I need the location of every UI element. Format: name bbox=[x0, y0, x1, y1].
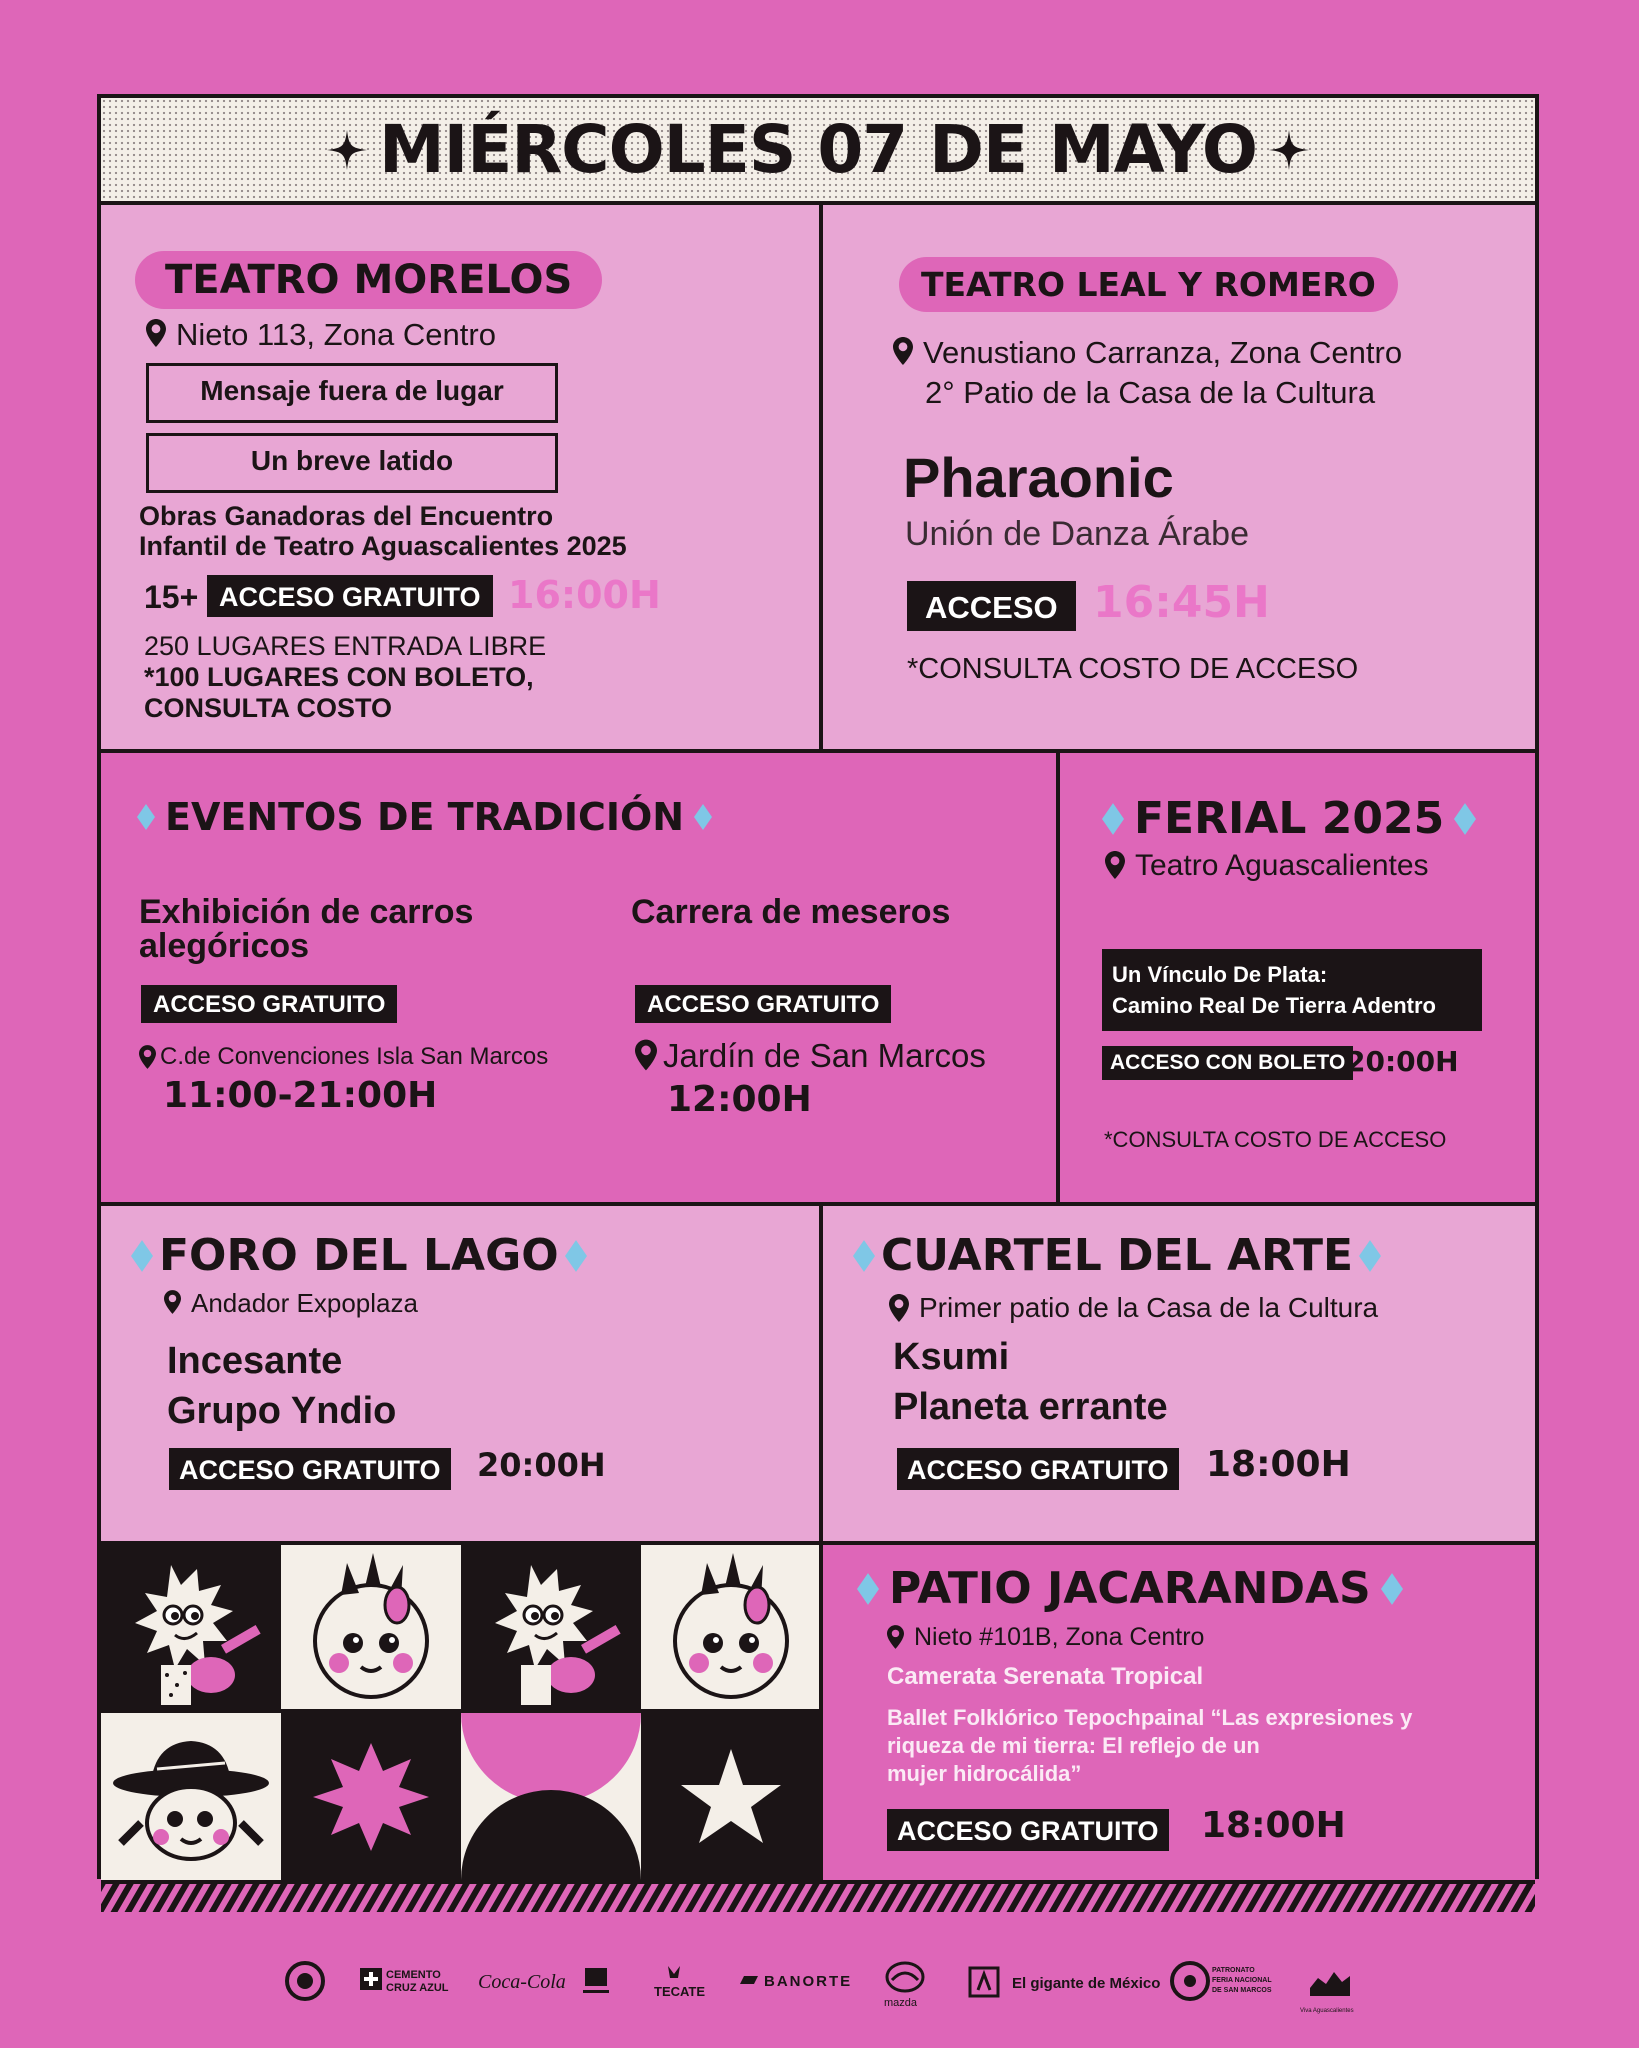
location-pin-icon bbox=[893, 337, 913, 365]
gigante-logo bbox=[970, 1968, 1160, 1996]
divider bbox=[101, 749, 1535, 753]
sparkle-icon bbox=[327, 130, 367, 170]
divider bbox=[819, 205, 823, 753]
access-badge: ACCESO GRATUITO bbox=[169, 1448, 451, 1490]
mazda-text: mazda bbox=[884, 1997, 918, 2009]
cowboy-girl-illustration bbox=[101, 1713, 281, 1880]
diamond-icon bbox=[1454, 803, 1476, 835]
event-time: 20:00H bbox=[477, 1446, 606, 1484]
viva-text: Viva Aguascalientes bbox=[1300, 2008, 1354, 2014]
event-time: 18:00H bbox=[1206, 1444, 1351, 1485]
access-badge: ACCESO CON BOLETO bbox=[1102, 1046, 1353, 1080]
cost-note: *CONSULTA COSTO DE ACCESO bbox=[907, 653, 1359, 685]
cuartel-panel bbox=[823, 1206, 1535, 1541]
access-badge: ACCESO GRATUITO bbox=[897, 1448, 1179, 1490]
location-pin-icon bbox=[146, 319, 166, 347]
patronato-text: PATRONATO bbox=[1212, 1967, 1255, 1974]
show-box: Un breve latido bbox=[146, 433, 558, 493]
capacity-note: 250 LUGARES ENTRADA LIBRE bbox=[144, 631, 547, 661]
show-title-box: Un Vínculo De Plata: Camino Real De Tierra Adentro bbox=[1102, 949, 1482, 1031]
access-badge: ACCESO GRATUITO bbox=[887, 1809, 1169, 1851]
venue-location-detail: 2° Patio de la Casa de la Cultura bbox=[925, 375, 1376, 410]
tecate-text: TECATE bbox=[654, 1984, 706, 1999]
access-badge: ACCESO GRATUITO bbox=[207, 575, 493, 617]
divider bbox=[101, 1541, 1535, 1545]
sparkle-icon bbox=[1269, 130, 1309, 170]
patronato-text: FERIA NACIONAL bbox=[1212, 1977, 1272, 1984]
section-title: FORO DEL LAGO bbox=[131, 1230, 587, 1281]
access-badge: ACCESO GRATUITO bbox=[141, 985, 397, 1023]
venue-location: Teatro Aguascalientes bbox=[1105, 849, 1429, 883]
description-line: Obras Ganadoras del Encuentro bbox=[139, 501, 554, 531]
cemento-text: CEMENTO bbox=[386, 1969, 441, 1981]
diamond-icon bbox=[1359, 1240, 1381, 1272]
header-banner bbox=[101, 98, 1535, 205]
event-time: 20:00H bbox=[1346, 1045, 1459, 1078]
spiky-baby-face-illustration bbox=[281, 1545, 461, 1709]
cocacola-logo: Coca-Cola bbox=[478, 1971, 566, 1993]
spiky-baby-face-illustration bbox=[641, 1545, 821, 1709]
illustration-grid bbox=[101, 1545, 819, 1880]
ticket-note: CONSULTA COSTO bbox=[144, 693, 392, 723]
diamond-icon bbox=[694, 804, 712, 830]
mazda-logo bbox=[884, 1963, 923, 2009]
foro-lago-panel bbox=[101, 1206, 819, 1541]
sponsor-logos bbox=[0, 1940, 1639, 2020]
location-pin-icon bbox=[1105, 851, 1125, 879]
event-location: C.de Convenciones Isla San Marcos bbox=[139, 1043, 548, 1071]
venue-location: Primer patio de la Casa de la Cultura bbox=[889, 1292, 1378, 1324]
show-title: Incesante bbox=[167, 1340, 343, 1382]
event-time: 16:45H bbox=[1093, 577, 1270, 628]
cost-note: *CONSULTA COSTO DE ACCESO bbox=[1104, 1127, 1447, 1152]
diamond-icon bbox=[857, 1573, 879, 1605]
company-name: Unión de Danza Árabe bbox=[905, 515, 1250, 553]
divider bbox=[1056, 753, 1060, 1206]
location-pin-icon bbox=[164, 1290, 181, 1314]
access-badge: ACCESO bbox=[907, 581, 1076, 631]
show-title: mujer hidrocálida” bbox=[887, 1761, 1082, 1786]
event-name: Carrera de meseros bbox=[631, 893, 951, 931]
patronato-text: DE SAN MARCOS bbox=[1212, 1987, 1272, 1994]
show-title: Grupo Yndio bbox=[167, 1390, 397, 1432]
event-name: Exhibición de carros bbox=[139, 893, 474, 931]
section-title: CUARTEL DEL ARTE bbox=[853, 1230, 1381, 1281]
venue-location: Nieto 113, Zona Centro bbox=[146, 317, 496, 353]
event-time: 16:00H bbox=[508, 573, 661, 617]
diamond-icon bbox=[1381, 1573, 1403, 1605]
teatro-morelos-panel bbox=[101, 205, 819, 749]
sponsor-seal-logo bbox=[287, 1963, 323, 1999]
ticket-note: *100 LUGARES CON BOLETO, bbox=[144, 662, 534, 692]
diamond-icon bbox=[853, 1240, 875, 1272]
venue-location: Andador Expoplaza bbox=[164, 1288, 418, 1319]
star-shape bbox=[641, 1713, 821, 1880]
schedule-frame bbox=[97, 94, 1539, 1879]
diamond-icon bbox=[137, 804, 155, 830]
section-title: PATIO JACARANDAS bbox=[857, 1563, 1403, 1614]
starburst-shape bbox=[281, 1713, 461, 1880]
event-time: 12:00H bbox=[667, 1079, 812, 1120]
tecate-logo bbox=[654, 1966, 705, 1999]
location-pin-icon bbox=[139, 1045, 156, 1069]
cruz-azul-text: CRUZ AZUL bbox=[386, 1982, 449, 1994]
sun-guitar-character-illustration bbox=[101, 1545, 281, 1709]
gigante-text: El gigante de México bbox=[1012, 1975, 1161, 1992]
tradicion-panel bbox=[101, 753, 1056, 1202]
show-title: Ballet Folklórico Tepochpainal “Las expresiones y bbox=[887, 1705, 1413, 1730]
diamond-icon bbox=[1102, 803, 1124, 835]
divider bbox=[101, 1202, 1535, 1206]
banorte-text: BANORTE bbox=[764, 1973, 853, 1990]
show-box: Mensaje fuera de lugar bbox=[146, 363, 558, 423]
diamond-icon bbox=[131, 1240, 153, 1272]
age-rating: 15+ bbox=[144, 579, 199, 615]
venue-title: TEATRO LEAL Y ROMERO bbox=[899, 257, 1398, 312]
location-pin-icon bbox=[889, 1294, 909, 1322]
cruz-azul-logo bbox=[360, 1968, 449, 1994]
section-title: EVENTOS DE TRADICIÓN bbox=[137, 795, 712, 839]
teatro-leal-panel bbox=[823, 205, 1535, 749]
patronato-logo bbox=[1172, 1963, 1272, 1999]
half-circles-shape bbox=[461, 1713, 641, 1880]
access-badge: ACCESO GRATUITO bbox=[635, 985, 891, 1023]
page-title: MIÉRCOLES 07 DE MAYO bbox=[379, 111, 1257, 188]
venue-location: Venustiano Carranza, Zona Centro bbox=[893, 335, 1402, 371]
venue-location: Nieto #101B, Zona Centro bbox=[887, 1623, 1204, 1652]
show-title: Camerata Serenata Tropical bbox=[887, 1663, 1204, 1690]
event-name: alegóricos bbox=[139, 927, 310, 965]
location-pin-icon bbox=[887, 1625, 904, 1649]
show-title: riqueza de mi tierra: El reflejo de un bbox=[887, 1733, 1260, 1758]
description-line: Infantil de Teatro Aguascalientes 2025 bbox=[139, 531, 627, 561]
event-time: 11:00-21:00H bbox=[163, 1075, 438, 1116]
jacarandas-panel bbox=[823, 1545, 1535, 1880]
striped-border bbox=[101, 1880, 1535, 1912]
show-title: Planeta errante bbox=[893, 1386, 1168, 1428]
section-title: FERIAL 2025 bbox=[1102, 793, 1476, 844]
viva-aguascalientes-logo bbox=[1300, 1972, 1354, 2014]
sponsor-rr-logo bbox=[583, 1968, 609, 1993]
ferial-panel bbox=[1060, 753, 1535, 1202]
location-pin-icon bbox=[635, 1039, 657, 1071]
show-title: Ksumi bbox=[893, 1336, 1010, 1378]
venue-title: TEATRO MORELOS bbox=[135, 251, 602, 309]
event-location: Jardín de San Marcos bbox=[635, 1037, 986, 1075]
diamond-icon bbox=[565, 1240, 587, 1272]
event-time: 18:00H bbox=[1201, 1805, 1346, 1846]
banorte-logo bbox=[740, 1973, 852, 1990]
sun-guitar-character-illustration bbox=[461, 1545, 641, 1709]
show-title: Pharaonic bbox=[903, 446, 1174, 509]
